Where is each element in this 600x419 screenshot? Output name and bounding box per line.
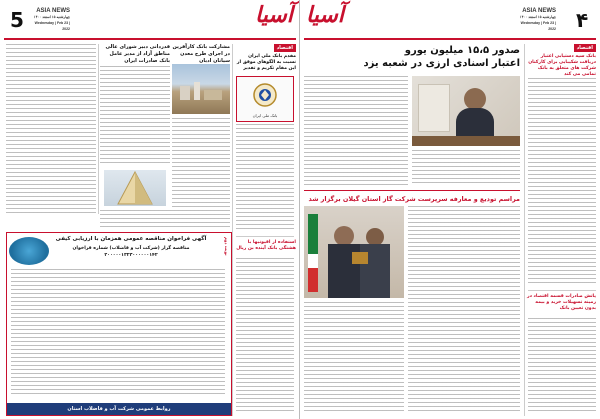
header-rule xyxy=(304,38,596,40)
main-headline-line-2: اعتبار اسنادی ارزی در شعبه یزد xyxy=(363,58,520,69)
main-headline-line-1: صدور ۱۵،۵ میلیون یورو xyxy=(404,45,520,56)
page-right xyxy=(300,0,600,419)
side-article-2-body xyxy=(236,258,294,413)
masthead-sub-title: ASIA NEWS xyxy=(522,8,556,14)
ad-side-label: نوبت دوم xyxy=(224,237,229,256)
divider xyxy=(304,190,520,191)
side-headline-1: مقدم بانک ملی ایران نسبت به الگوهای موفق از این مقام تکریم و تقدیر xyxy=(236,54,296,71)
masthead-sub xyxy=(516,8,556,32)
left-column-body xyxy=(6,44,96,214)
masthead-logo: آسیا xyxy=(306,2,344,28)
main-article-body-right xyxy=(412,150,520,186)
ad-title: آگهی فراخوان مناقصه عمومی همزمان با ارزیابی کیفی xyxy=(55,236,207,242)
pyramid-icon xyxy=(104,170,166,206)
header-date-en: Wednesday | Feb 23 | 2022 xyxy=(520,21,556,31)
water-company-logo-icon xyxy=(9,237,49,265)
column-rule xyxy=(98,44,99,214)
header-rule xyxy=(4,38,296,40)
page-number: 5 xyxy=(10,8,24,32)
masthead-logo: آسیا xyxy=(255,2,293,28)
article-saderat-headline: قدردانی دبیر شورای عالی مناطق آزاد از مدیر عامل بانک صادرات ایران xyxy=(105,44,170,64)
ad-subtitle: مناقصه گزار (شرکت آب و فاضلاب) شماره فراخوان ۲۰۰۰۰۰۱۳۲۳۰۰۰۰۰۰۱۴۲ xyxy=(72,246,190,258)
tender-ad xyxy=(6,232,232,416)
masthead-sub xyxy=(30,8,70,32)
header-date-fa: چهارشنبه ۱۵ اسفند ۱۴۰۰ xyxy=(33,15,70,19)
second-article-body-right xyxy=(408,206,520,414)
mine-site-photo xyxy=(172,64,230,114)
divider xyxy=(528,290,596,291)
article-saderat-body xyxy=(100,66,170,166)
side-headline-2: استفاده از افیونیها با هشتگی بانک آینده بن ریال xyxy=(236,240,296,251)
ad-footer: روابط عمومی شرکت آب و فاضلاب استان xyxy=(7,403,231,415)
column-rule xyxy=(232,44,233,416)
header-date-fa: چهارشنبه ۱۵ اسفند ۱۴۰۰ xyxy=(519,15,556,19)
ad-body xyxy=(11,269,225,397)
divider xyxy=(236,236,294,237)
side-tag: اقتصاد xyxy=(574,44,596,52)
masthead-sub-title: ASIA NEWS xyxy=(36,8,70,14)
side-headline-1: بانک سپه دستیابی اعتبار دریافت شکیبایی برای کارکنان شرکت های متعلق به بانک تمامی می کند xyxy=(528,54,596,77)
page-number: ۴ xyxy=(576,8,589,32)
column-rule xyxy=(524,44,525,416)
side-article-1-body xyxy=(528,78,596,286)
second-article-body-left xyxy=(304,302,404,414)
official-portrait-photo xyxy=(412,76,520,146)
header-date-en: Wednesday | Feb 23 | 2022 xyxy=(34,21,70,31)
side-article-2-body xyxy=(528,318,596,414)
side-tag: اقتصاد xyxy=(274,44,296,52)
article-karafarin-body xyxy=(172,118,230,208)
ceremony-photo xyxy=(304,206,404,298)
article-continuation xyxy=(100,210,230,230)
side-headline-2: پاتش صادرات قسمه اقتصاد در زمینه تسهیلات خرید و بیمه بدون تعیین بانک xyxy=(526,294,596,311)
second-headline: مراسم تودیع و معارفه سرپرست شرکت گاز استان گیلان برگزار شد xyxy=(308,195,520,203)
pyramid-award-photo xyxy=(104,170,166,206)
side-article-1-body xyxy=(236,124,294,232)
main-article-body-left xyxy=(304,76,408,186)
article-karafarin-headline: مشارکت بانک کارآفرین در اجرای طرح معدن سیانان ادیان xyxy=(172,44,230,64)
bank-logo-caption: بانک ملی ایران xyxy=(252,113,278,118)
bank-logo-box xyxy=(236,76,294,122)
